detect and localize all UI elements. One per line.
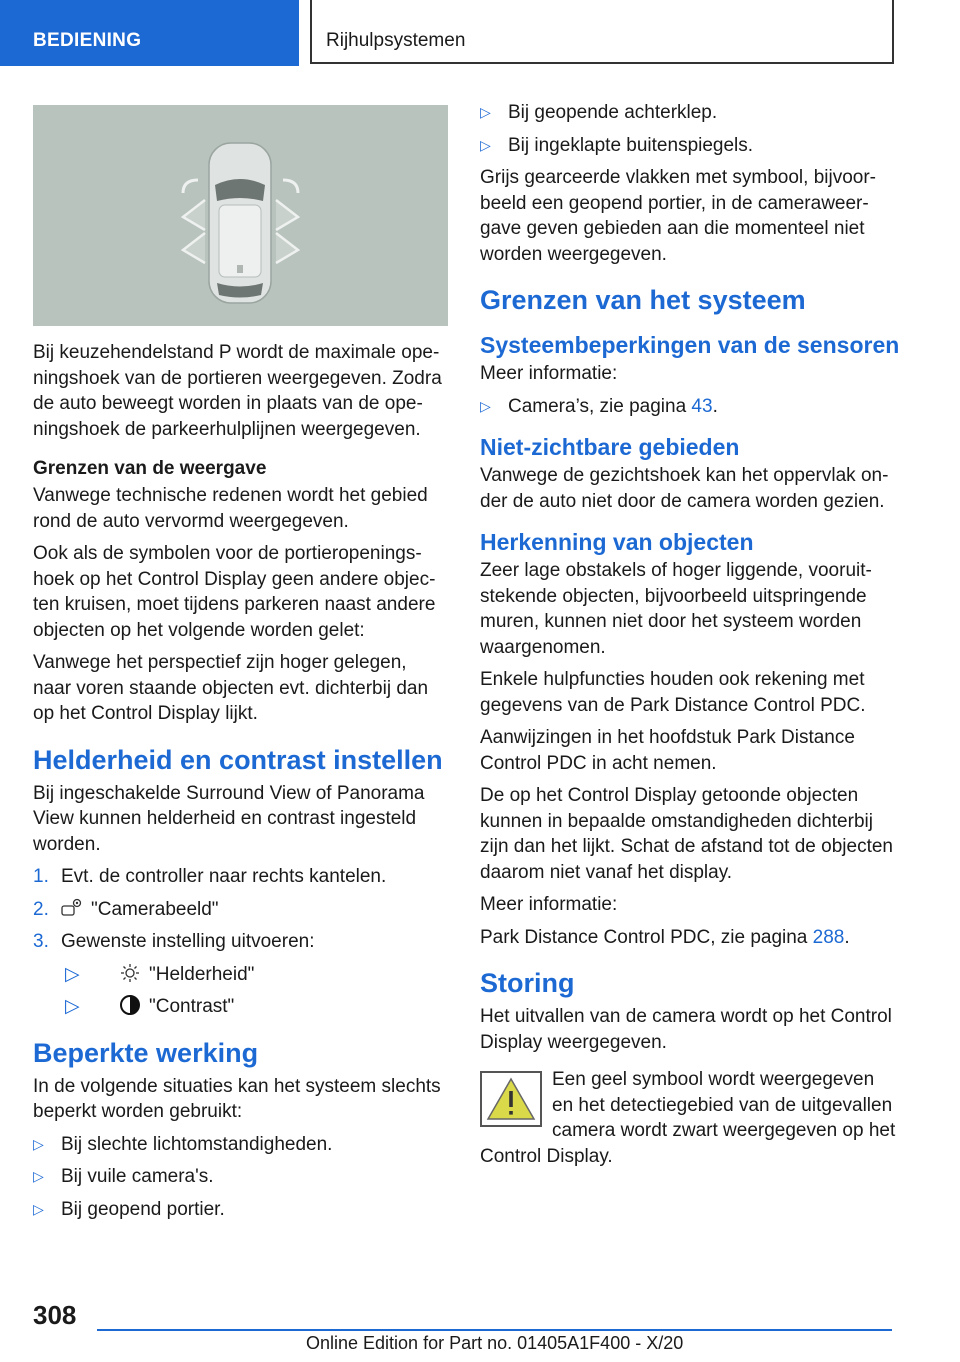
step-number: 2.	[33, 898, 49, 920]
paragraph: Enkele hulpfuncties houden ook rekening met gegevens van de Park Distance Control PDC.	[480, 669, 866, 716]
bullet-text: Bij geopend portier.	[61, 1198, 225, 1220]
triangle-bullet-icon: ▷	[65, 996, 80, 1017]
brightness-icon	[119, 962, 141, 984]
paragraph: Ook als de symbolen voor de portieropenings-hoek op het Control Display geen andere objec-ten kruisen, moet tijdens parkeren naast andere objecten op het volgende worden gelet:	[33, 543, 436, 641]
warning-symbol-frame	[480, 1071, 542, 1127]
heading-sensoren: Systeembeperkingen van de sensoren	[480, 332, 900, 358]
paragraph: Meer informatie:	[480, 363, 618, 384]
section-label: BEDIENING	[33, 30, 142, 51]
bullet-list	[33, 1132, 448, 1223]
heading-niet-zichtbaar: Niet-zichtbare gebieden	[480, 434, 740, 460]
list-item	[33, 864, 448, 890]
pdc-text: Park Distance Control PDC, zie pagina	[480, 926, 813, 948]
list-item	[33, 1132, 448, 1158]
paragraph: Aanwijzingen in het hoofdstuk Park Distance Control PDC in acht nemen.	[480, 727, 855, 774]
substep-text: "Helderheid"	[149, 963, 255, 985]
page-header	[0, 0, 960, 66]
paragraph: Zeer lage obstakels of hoger liggende, vooruit-stekende objecten, bijvoorbeeld uitspringende muren, kunnen niet door het systeem worden waargenomen.	[480, 560, 872, 658]
list-item	[33, 1197, 448, 1223]
heading-herkenning: Herkenning van objecten	[480, 529, 754, 555]
substep-text: "Contrast"	[149, 996, 235, 1017]
topic-tab	[310, 0, 894, 64]
triangle-bullet-icon: ▷	[480, 136, 491, 153]
warning-block	[480, 1067, 900, 1176]
bullet-text: Bij geopende achterklep.	[508, 102, 718, 123]
page-number: 308	[33, 1300, 77, 1330]
contrast-icon	[119, 994, 141, 1016]
paragraph: Meer informatie:	[480, 894, 618, 915]
footer-divider	[97, 1329, 892, 1331]
paragraph: Het uitvallen van de camera wordt op het Control Display weergegeven.	[480, 1006, 892, 1053]
triangle-bullet-icon: ▷	[33, 1200, 44, 1217]
paragraph: Bij ingeschakelde Surround View of Panorama View kunnen helderheid en contrast ingesteld worden.	[33, 782, 425, 855]
list-item	[33, 962, 448, 988]
bullet-text: Camera’s, zie pagina	[508, 395, 692, 417]
triangle-bullet-icon: ▷	[33, 1135, 44, 1152]
paragraph: In de volgende situaties kan het systeem slechts beperkt worden gebruikt:	[33, 1075, 441, 1122]
section-tab	[0, 0, 299, 66]
topic-label: Rijhulpsystemen	[326, 30, 466, 51]
paragraph: De op het Control Display getoonde objecten kunnen in bepaalde omstandigheden dichterbij zijn dan het lijkt. Schat de afstand tot de objecten daarom niet vanaf het display.	[480, 785, 893, 883]
list-item	[480, 133, 900, 159]
list-item	[33, 929, 448, 955]
subheading-grenzen-weergave: Grenzen van de weergave	[33, 458, 267, 479]
figure-caption: Bij keuzehendelstand P wordt de maximale ope-ningshoek van de portieren weergegeven. Zodra de auto beweegt worden in plaats van de ope-ningshoek de parkeerhulplijnen weergegeven.	[33, 342, 442, 440]
bullet-text: Bij slechte lichtomstandigheden.	[61, 1133, 333, 1155]
triangle-bullet-icon: ▷	[65, 963, 80, 985]
list-item	[33, 897, 448, 923]
warning-triangle-icon	[482, 1073, 540, 1125]
heading-beperkte-werking: Beperkte werking	[33, 1037, 259, 1068]
list-item	[33, 994, 448, 1020]
camera-settings-icon	[61, 897, 83, 919]
steps-list	[33, 864, 448, 1020]
car-top-view-figure	[33, 105, 448, 326]
list-item	[480, 100, 900, 126]
right-column	[480, 100, 900, 1176]
paragraph: Een geel symbool wordt weergegeven en het detectiegebied van de uitgevallen camera wordt zwart weergegeven op het Control Display.	[480, 1069, 896, 1167]
triangle-bullet-icon: ▷	[480, 104, 491, 120]
paragraph: Vanwege het perspectief zijn hoger gelegen, naar voren staande objecten evt. dichterbij dan op het Control Display lijkt.	[33, 652, 429, 724]
list-item: ▷ Camera’s, zie pagina 43.	[480, 394, 900, 420]
heading-helderheid-contrast: Helderheid en contrast instellen	[33, 744, 443, 775]
page-link-288[interactable]: 288	[812, 926, 845, 948]
car-illustration	[33, 105, 448, 326]
step-number: 1.	[33, 866, 49, 887]
step-text: Evt. de controller naar rechts kantelen.	[61, 866, 387, 887]
bullet-text: Bij vuile camera's.	[61, 1166, 214, 1187]
page-link-43[interactable]: 43	[691, 395, 713, 417]
step-text: "Camerabeeld"	[91, 898, 219, 920]
paragraph: Vanwege technische redenen wordt het gebied rond de auto vervormd weergegeven.	[33, 485, 428, 532]
heading-storing: Storing	[480, 968, 575, 998]
step-text: Gewenste instelling uitvoeren:	[61, 931, 315, 952]
paragraph: Grijs gearceerde vlakken met symbool, bijvoor-beeld een geopend portier, in de cameraweer-gave geven gebieden aan die momenteel niet worden weergegeven.	[480, 167, 876, 265]
bullet-text: Bij ingeklapte buitenspiegels.	[508, 134, 754, 156]
bullet-list	[480, 394, 900, 420]
heading-grenzen-systeem: Grenzen van het systeem	[480, 285, 806, 315]
list-item	[33, 1164, 448, 1190]
left-column	[33, 105, 448, 1229]
paragraph: Park Distance Control PDC, zie pagina 288.	[480, 926, 850, 948]
paragraph: Vanwege de gezichtshoek kan het oppervlak on-der de auto niet door de camera worden gezien.	[480, 465, 889, 512]
footer-edition: Online Edition for Part no. 01405A1F400 - X/20	[306, 1333, 684, 1353]
triangle-bullet-icon: ▷	[480, 397, 491, 414]
triangle-bullet-icon: ▷	[33, 1168, 44, 1184]
step-number: 3.	[33, 931, 49, 952]
bullet-list	[480, 100, 900, 158]
